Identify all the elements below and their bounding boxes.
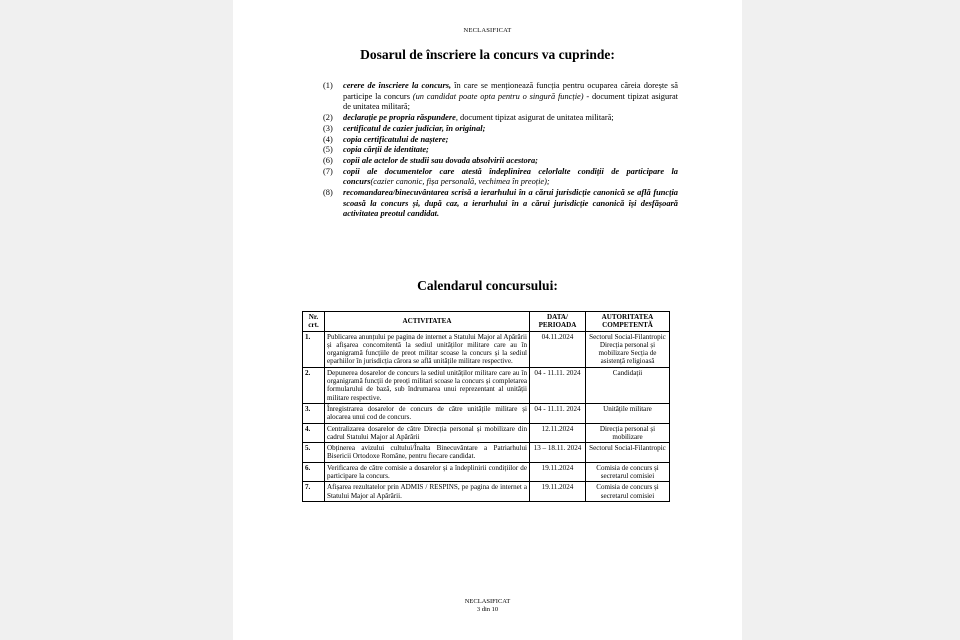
- row-date: 04 - 11.11. 2024: [530, 367, 586, 403]
- list-item: (1) cerere de înscriere la concurs, în care se menționează funcția pentru ocuparea căreia dorește să participe la concurs (un candidat poate opta pentru o singură funcție) - document tipizat asigurat de unitatea militară;: [323, 81, 679, 112]
- list-item: (7) copii ale documentelor care atestă îndeplinirea celorlalte condiții de participare la concurs(cazier canonic, fișa personală, vechimea în preoție);: [323, 166, 678, 187]
- row-date: 13 – 18.11. 2024: [530, 443, 586, 463]
- list-item: (2) declarație pe propria răspundere, document tipizat asigurat de unitatea militară;: [323, 113, 614, 123]
- table-row: [303, 331, 670, 367]
- table-header-row: [303, 312, 670, 332]
- table-row: [303, 462, 670, 482]
- row-number: 7.: [303, 482, 325, 502]
- row-activity: Depunerea dosarelor de concurs la sediul unităților militare care au în organigramă funcții de preoți militari scoase la concurs și completarea formularului de bază, sub îndrumarea unui reprezentant al unității militare respective.: [325, 367, 530, 403]
- row-activity: Obținerea avizului cultului/Înalta Binecuvântare a Patriarhului Bisericii Ortodoxe Române, pentru fiecare candidat.: [325, 443, 530, 463]
- requirements-list: [323, 81, 678, 220]
- header-nr: Nr. crt.: [303, 312, 325, 332]
- classification-footer: [233, 598, 742, 613]
- footer-label: NECLASIFICAT: [464, 598, 511, 605]
- row-number: 2.: [303, 367, 325, 403]
- header-authority: AUTORITATEA COMPETENTĂ: [586, 312, 670, 332]
- row-authority: Unitățile militare: [586, 403, 670, 423]
- row-authority: Sectorul Social-Filantropic Direcția personal și mobilizare Secția de asistență religioasă: [586, 331, 670, 367]
- list-item: (6) copii ale actelor de studii sau dovada absolvirii acestora;: [323, 155, 538, 165]
- row-date: 12.11.2024: [530, 423, 586, 443]
- list-item: (8) recomandarea/binecuvântarea scrisă a ierarhului în a cărui jurisdicție canonică se află funcția scoasă la concurs și, după caz, a ierarhului în a cărui jurisdicție canonică își desfășoară activitatea preotul candidat.: [323, 188, 678, 219]
- row-number: 4.: [303, 423, 325, 443]
- row-authority: Sectorul Social-Filantropic: [586, 443, 670, 463]
- page-number: 3 din 10: [476, 605, 499, 613]
- row-date: 19.11.2024: [530, 482, 586, 502]
- row-number: 5.: [303, 443, 325, 463]
- table-row: [303, 423, 670, 443]
- row-number: 6.: [303, 462, 325, 482]
- list-item: (5) copia cărții de identitate;: [323, 145, 429, 155]
- header-date: DATA/ PERIOADA: [530, 312, 586, 332]
- table-row: [303, 367, 670, 403]
- row-activity: Verificarea de către comisie a dosarelor și a îndeplinirii condițiilor de participare la concurs.: [325, 462, 530, 482]
- row-activity: Publicarea anunțului pe pagina de internet a Statului Major al Apărării și afișarea concomitentă la sediul unităților militare care au în organigramă funcțiile de preot militar scoase la concurs și la sediul eparhiilor în jurisdicția cărora se află unitățile militare respective.: [325, 331, 530, 367]
- row-activity: Înregistrarea dosarelor de concurs de către unitățile militare și alocarea unui cod de concurs.: [325, 403, 530, 423]
- row-number: 3.: [303, 403, 325, 423]
- row-date: 04.11.2024: [530, 331, 586, 367]
- list-item: (3) certificatul de cazier judiciar, în original;: [323, 123, 486, 133]
- table-row: [303, 482, 670, 502]
- row-activity: Centralizarea dosarelor de către Direcția personal și mobilizare din cadrul Statului Major al Apărării: [325, 423, 530, 443]
- row-authority: Comisia de concurs și secretarul comisiei: [586, 462, 670, 482]
- row-date: 04 - 11.11. 2024: [530, 403, 586, 423]
- classification-header: NECLASIFICAT: [463, 27, 512, 34]
- table-row: [303, 443, 670, 463]
- calendar-title: Calendarul concursului:: [417, 278, 558, 293]
- row-date: 19.11.2024: [530, 462, 586, 482]
- calendar-table: [302, 311, 670, 502]
- row-authority: Direcția personal și mobilizare: [586, 423, 670, 443]
- document-page: [233, 0, 742, 640]
- list-item: (4) copia certificatului de naștere;: [323, 134, 449, 144]
- row-authority: Candidații: [586, 367, 670, 403]
- row-number: 1.: [303, 331, 325, 367]
- row-activity: Afișarea rezultatelor prin ADMIS / RESPINS, pe pagina de internet a Statului Major al Apărării.: [325, 482, 530, 502]
- header-activity: ACTIVITATEA: [325, 312, 530, 332]
- row-authority: Comisia de concurs și secretarul comisiei: [586, 482, 670, 502]
- document-title: Dosarul de înscriere la concurs va cuprinde:: [360, 47, 615, 62]
- table-row: [303, 403, 670, 423]
